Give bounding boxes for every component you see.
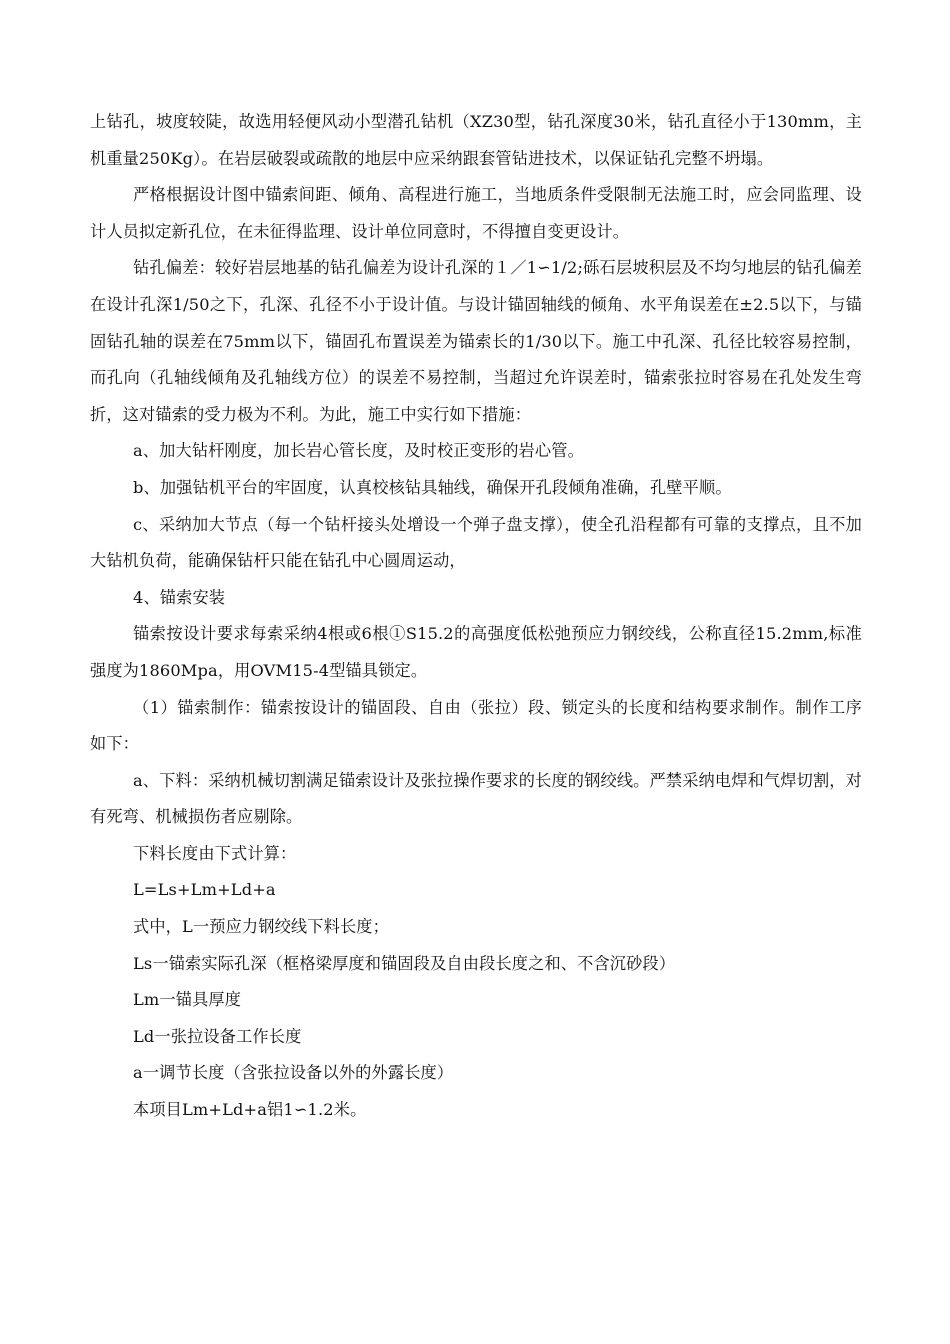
formula-def-ld: Ld一张拉设备工作长度 (133, 1026, 302, 1046)
measure-a: a、加大钻杆刚度，加长岩心管长度，及时校正变形的岩心管。 (133, 441, 584, 461)
document-page (90, 104, 862, 1129)
formula-def-ls: Ls一锚索实际孔深（框格梁厚度和锚固段及自由段长度之和、不含沉砂段） (133, 953, 676, 973)
paragraph-cutting: a、下料：采纳机械切割满足锚索设计及张拉操作要求的长度的钢绞线。严禁采纳电焊和气焊切割，对有死弯、机械损伤者应剔除。 (90, 770, 862, 827)
section-heading-anchor-install: 4、锚索安装 (133, 587, 226, 607)
paragraph-drilling-deviation: 钻孔偏差：较好岩层地基的钻孔偏差为设计孔深的１／1∽1/2;砾石层坡积层及不均匀地层的钻孔偏差在设计孔深1/50之下，孔深、孔径不小于设计值。与设计锚固轴线的倾角、水平角误差在±2.5以下，与锚固钻孔轴的误差在75mm以下，锚固孔布置误差为锚索长的1/30以下。施工中孔深、孔径比较容易控制，而孔向（孔轴线倾角及孔轴线方位）的误差不易控制，当超过允许误差时，锚索张拉时容易在孔处发生弯折，这对锚索的受力极为不利。为此，施工中实行如下措施： (90, 258, 862, 424)
formula-def-lm: Lm一锚具厚度 (133, 990, 242, 1010)
measure-b: b、加强钻机平台的牢固度，认真校核钻具轴线，确保开孔段倾角准确，孔壁平顺。 (133, 477, 732, 497)
formula-def-l: 式中，L一预应力钢绞线下料长度； (133, 917, 389, 937)
measure-c: c、采纳加大节点（每一个钻杆接头处增设一个弹子盘支撑），使全孔沿程都有可靠的支撑点，且不加大钻机负荷，能确保钻杆只能在钻孔中心圆周运动， (90, 514, 862, 571)
paragraph-anchor-fabrication: （1）锚索制作：锚索按设计的锚固段、自由（张拉）段、锁定头的长度和结构要求制作。制作工序如下： (90, 697, 862, 754)
paragraph-hole-position: 严格根据设计图中锚索间距、倾角、高程进行施工，当地质条件受限制无法施工时，应会同监理、设计人员拟定新孔位，在未征得监理、设计单位同意时，不得擅自变更设计。 (90, 185, 862, 241)
formula: L=Ls+Lm+Ld+a (133, 880, 276, 900)
formula-def-a: a一调节长度（含张拉设备以外的外露长度） (133, 1063, 454, 1083)
paragraph-drilling-equipment: 上钻孔，坡度较陡，故选用轻便风动小型潜孔钻机（XZ30型，钻孔深度30米，钻孔直径小于130mm，主机重量250Kg）。在岩层破裂或疏散的地层中应采纳跟套管钻进技术，以保证钻孔完整不坍塌。 (90, 112, 862, 168)
project-value: 本项目Lm+Ld+a铝1∽1.2米。 (133, 1100, 367, 1120)
paragraph-anchor-spec: 锚索按设计要求每索采纳4根或6根①S15.2的高强度低松弛预应力钢绞线，公称直径15.2mm,标准强度为1860Mpa，用OVM15-4型锚具锁定。 (90, 624, 862, 680)
formula-intro: 下料长度由下式计算： (133, 843, 297, 863)
